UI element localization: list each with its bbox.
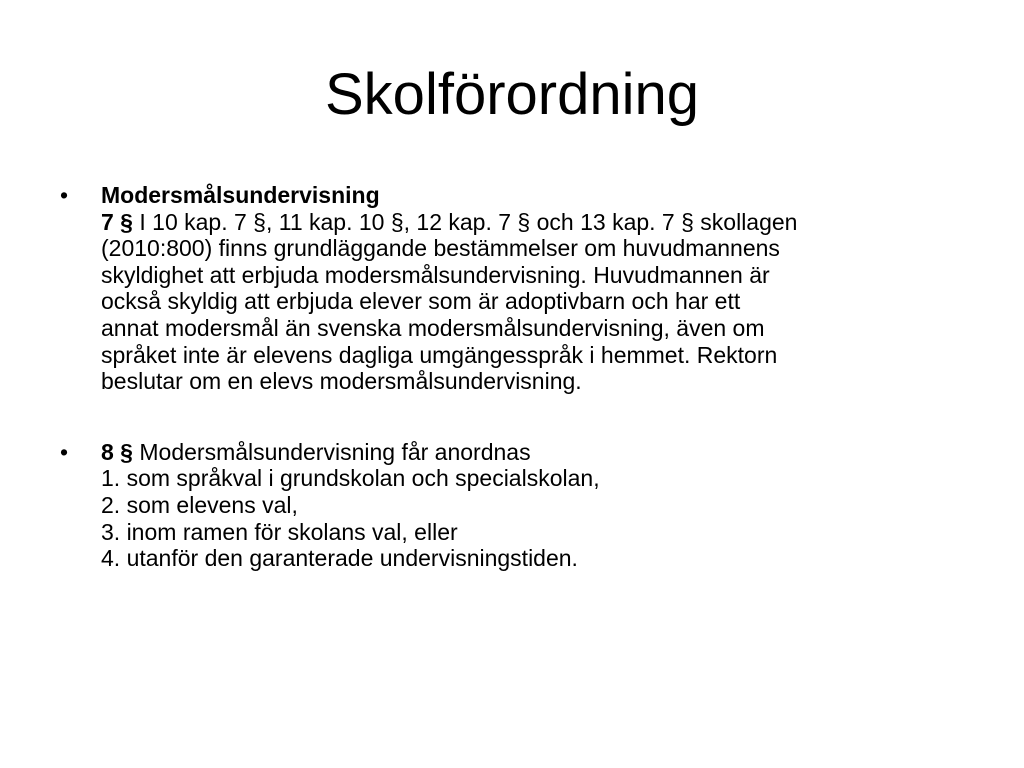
paragraph-line: beslutar om en elevs modersmålsundervisning.	[101, 368, 582, 395]
bullet-heading	[101, 182, 980, 209]
slide-title: Skolförordning	[325, 62, 699, 127]
list-line: 1. som språkval i grundskolan och specialskolan,	[101, 465, 600, 492]
bullet-item-7	[60, 182, 980, 395]
bullet-marker: •	[60, 182, 69, 208]
paragraph-line: annat modersmål än svenska modersmålsundervisning, även om	[101, 314, 765, 341]
paragraph-text: I 10 kap. 7 §, 11 kap. 10 §, 12 kap. 7 § och 13 kap. 7 § skollagen	[132, 208, 798, 235]
bullet-item-8	[60, 439, 980, 572]
paragraph-line: skyldighet att erbjuda modersmålsundervisning. Huvudmannen är	[101, 261, 770, 288]
intro-line	[101, 439, 980, 466]
bullet-marker: •	[60, 438, 69, 465]
list-line: 2. som elevens val,	[101, 491, 298, 518]
heading-text: Modersmålsundervisning	[101, 182, 380, 208]
list-line: 3. inom ramen för skolans val, eller	[101, 518, 458, 545]
bullet-list	[60, 182, 980, 572]
paragraph-line: språket inte är elevens dagliga umgängesspråk i hemmet. Rektorn	[101, 341, 778, 368]
section-label: 7 §	[101, 208, 133, 235]
intro-text: Modersmålsundervisning får anordnas	[132, 438, 531, 465]
paragraph-line	[101, 209, 980, 236]
section-label: 8 §	[101, 438, 133, 465]
list-line: 4. utanför den garanterade undervisningstiden.	[101, 545, 578, 572]
paragraph-line: (2010:800) finns grundläggande bestämmelser om huvudmannens	[101, 235, 780, 262]
paragraph-line: också skyldig att erbjuda elever som är adoptivbarn och har ett	[101, 288, 741, 315]
